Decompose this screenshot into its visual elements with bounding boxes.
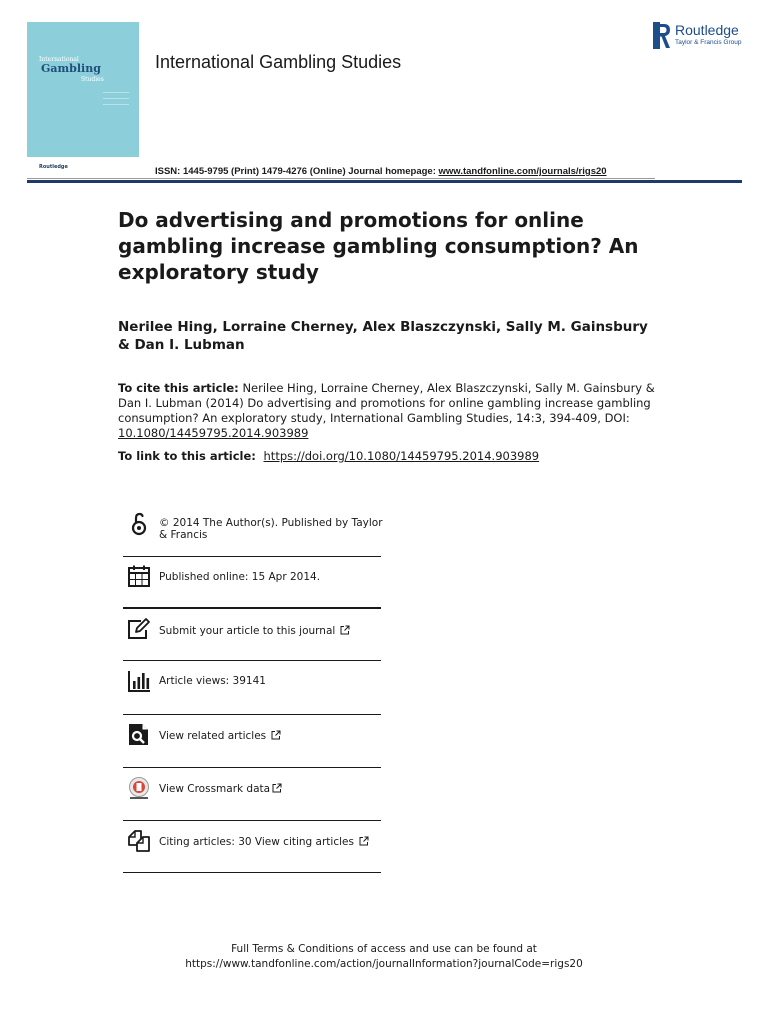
open-access-icon — [127, 512, 151, 536]
cover-title-line1: International — [39, 56, 79, 63]
info-divider — [123, 872, 381, 873]
cover-footer — [27, 157, 139, 175]
journal-cover — [27, 22, 139, 175]
info-divider — [123, 607, 381, 609]
citation-block — [118, 381, 658, 441]
info-divider — [123, 714, 381, 715]
bar-chart-icon — [127, 669, 151, 693]
published-date: Published online: 15 Apr 2014. — [159, 571, 321, 583]
citing-articles-icon — [127, 829, 151, 853]
citation-text: Nerilee Hing, Lorraine Cherney, Alex Blaszczynski, Sally M. Gainsbury & Dan I. Lubman (2014) Do advertising and promotions for online gambling increase gambling consumption? An exploratory study, International Gambling Studies, 14:3, 394-409, DOI: — [118, 381, 655, 425]
issn-line — [155, 166, 607, 177]
header-divider-thick — [27, 180, 742, 183]
journal-title: International Gambling Studies — [155, 52, 402, 72]
header-divider-thin — [27, 178, 655, 179]
crossmark-text — [159, 783, 385, 795]
terms-footer-url[interactable]: https://www.tandfonline.com/action/journalInformation?journalCode=rigs20 — [185, 958, 583, 970]
terms-footer — [100, 942, 668, 972]
external-link-icon — [271, 730, 281, 740]
info-divider — [123, 660, 381, 661]
submit-text — [159, 625, 385, 637]
citing-label: Citing articles: 30 View citing articles — [159, 836, 354, 848]
cover-decor-line — [103, 104, 129, 105]
article-link-label: To link to this article: — [118, 449, 256, 463]
article-authors: Nerilee Hing, Lorraine Cherney, Alex Blaszczynski, Sally M. Gainsbury & Dan I. Lubman — [118, 319, 648, 353]
publisher-subtitle: Taylor & Francis Group — [675, 39, 742, 46]
publisher-name: Routledge — [675, 22, 739, 38]
search-document-icon — [127, 722, 151, 746]
external-link-icon — [340, 625, 350, 635]
submit-label: Submit your article to this journal — [159, 625, 336, 637]
cover-title-line3: Studies — [81, 76, 104, 83]
cover-title-line2: Gambling — [41, 62, 101, 75]
article-link-line — [118, 449, 678, 464]
info-divider — [123, 556, 381, 557]
calendar-icon — [127, 564, 151, 588]
external-link-icon — [272, 783, 282, 793]
issn-text: ISSN: 1445-9795 (Print) 1479-4276 (Online) Journal homepage: — [155, 166, 436, 177]
terms-footer-line1: Full Terms & Conditions of access and use can be found at — [231, 943, 537, 955]
edit-icon — [127, 617, 151, 641]
article-views: Article views: 39141 — [159, 675, 266, 687]
info-divider — [123, 767, 381, 768]
article-doi-url[interactable]: https://doi.org/10.1080/14459795.2014.903989 — [263, 449, 540, 463]
copyright-text: © 2014 The Author(s). Published by Taylor & Francis — [159, 517, 383, 541]
external-link-icon — [359, 836, 369, 846]
related-label: View related articles — [159, 730, 267, 742]
cover-publisher: Routledge — [39, 164, 68, 170]
related-text — [159, 730, 385, 742]
citing-text — [159, 836, 385, 848]
publisher-logo — [653, 22, 753, 50]
journal-homepage-link[interactable]: www.tandfonline.com/journals/rigs20 — [438, 166, 607, 177]
cover-decor-line — [103, 98, 129, 99]
crossmark-label: View Crossmark data — [159, 783, 271, 795]
info-divider — [123, 820, 381, 821]
routledge-logo-icon — [653, 22, 671, 49]
citation-doi-link[interactable]: 10.1080/14459795.2014.903989 — [118, 426, 309, 440]
cover-decor-line — [103, 92, 129, 93]
crossmark-icon — [127, 776, 151, 800]
article-title: Do advertising and promotions for online gambling increase gambling consumption? An exploratory study — [118, 208, 639, 284]
citation-label: To cite this article: — [118, 381, 239, 395]
